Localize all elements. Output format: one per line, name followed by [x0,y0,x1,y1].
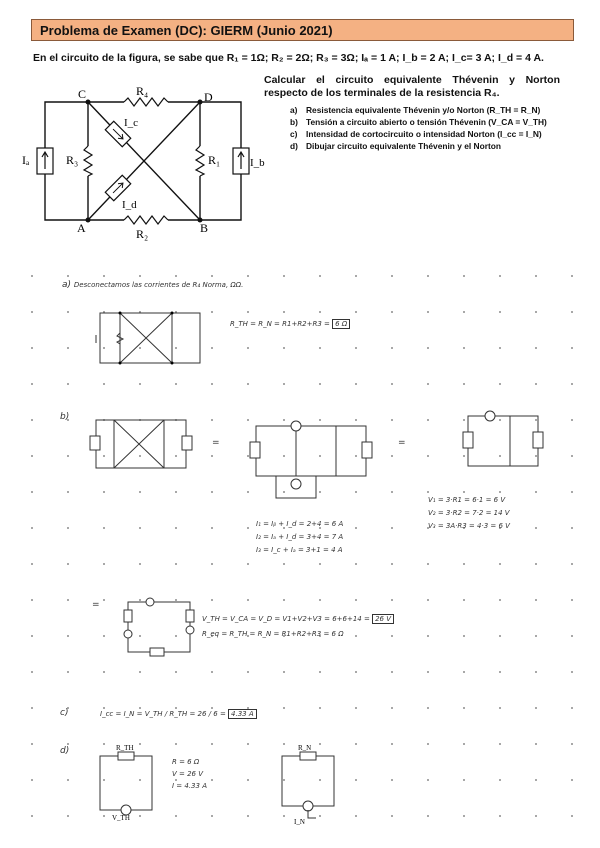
r3-label: R₃ [66,153,79,167]
node-c-label: C [78,87,87,101]
ia-label: Iₐ [22,153,30,167]
voltage-list [428,494,510,533]
task-item: b) Tensión a circuito abierto o tensión Thévenin (V_CA = V_TH) [290,117,547,127]
part-a-label: a) [62,280,72,290]
equals-sign-1: = [212,438,220,448]
r1-label: R₁ [208,153,221,167]
problem-statement: En el circuito de la figura, se sabe que R₁ = 1Ω; R₂ = 2Ω; R₃ = 3Ω; Iₐ = 1 A; I_b = 2 A; I_c= 3 A; I_d = 4 A. [33,52,544,64]
task-text: Calcular el circuito equivalente Thévenin y Norton respecto de los terminales de la resistencia R₄. [264,74,560,99]
page-title: Problema de Examen (DC): GIERM (Junio 2021) [31,19,574,41]
part-b-equation: V_TH = V_CA = V_D = V1+V2+V3 = 6+6+14 = [202,615,370,623]
task-item: c) Intensidad de cortocircuito o intensidad Norton (I_cc = I_N) [290,129,542,139]
sketch-a-circuit [90,305,210,370]
part-d-label: d) [60,746,70,756]
part-a-note: Desconectamos las corrientes de R₄ Norma, ΩΩ. [73,281,244,289]
part-d-r: R = 6 Ω [172,758,200,766]
sketch-b4-circuit [110,594,200,664]
r4-label: R₄ [136,84,149,98]
part-c-label: c) [60,708,69,718]
sketch-b1-circuit [86,412,196,474]
norton-sketch [270,744,350,826]
part-b-label: b) [60,412,70,422]
equals-sign-3: = [92,600,100,610]
current-i3: I₃ = I_c + Iₐ = 3+1 = 4 A [256,546,343,554]
current-list [256,518,343,557]
circuit-figure [20,84,265,241]
node-b-label: B [200,221,209,235]
equals-sign-2: = [398,438,406,448]
node-d-label: D [204,90,213,104]
part-a-equation: R_TH = R_N = R1+R2+R3 = [230,320,330,328]
part-b-result: 26 V [372,614,394,624]
sketch-b2-circuit [236,416,386,502]
task-item: d) Dibujar circuito equivalente Thévenin y el Norton [290,141,501,151]
part-d-v: V = 26 V [172,770,204,778]
voltage-v2: V₂ = 3·R2 = 7·2 = 14 V [428,509,510,517]
part-c-equation: I_cc = I_N = V_TH / R_TH = 26 / 6 = [100,710,226,718]
part-c-result: 4.33 A [228,709,257,719]
part-b-req: R_eq = R_TH = R_N = R1+R2+R3 = 6 Ω [202,630,344,638]
voltage-v1: V₁ = 3·R1 = 6·1 = 6 V [428,496,506,504]
ib-label: I_b [250,157,265,169]
voltage-v3: V₃ = 3A·R3 = 4·3 = 6 V [428,522,510,530]
norton-i-label: I_N [294,818,305,826]
part-d-values [172,756,207,792]
thevenin-r-label: R_TH [116,744,134,752]
node-a-label: A [77,221,86,235]
thevenin-v-label: V_TH [112,814,130,822]
current-i2: I₂ = Iₐ + I_d = 3+4 = 7 A [256,533,344,541]
id-label: I_d [122,199,137,211]
task-list [290,104,547,152]
thevenin-sketch [90,744,170,820]
part-d-i: I = 4.33 A [172,782,207,790]
task-item: a) Resistencia equivalente Thévenin y/o Norton (R_TH = R_N) [290,105,541,115]
sketch-b3-circuit [428,408,558,476]
r2-label: R₂ [136,227,149,241]
norton-r-label: R_N [298,744,312,752]
part-a-result: 6 Ω [332,319,350,329]
current-i1: I₁ = Iᵦ + I_d = 2+4 = 6 A [256,520,344,528]
ic-label: I_c [124,117,139,129]
